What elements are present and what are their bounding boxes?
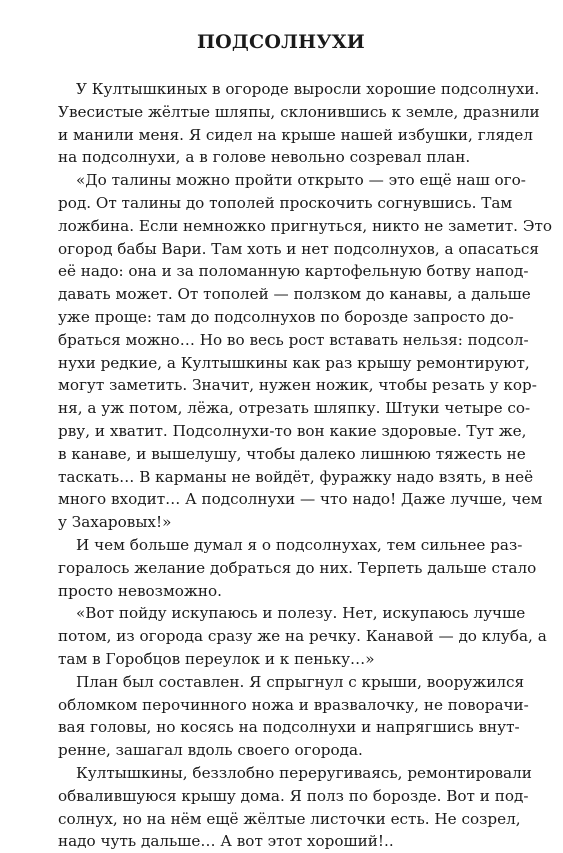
- text-line: уже проще: там до подсолнухов по борозде запросто до-: [58, 307, 514, 326]
- paragraph: [58, 602, 547, 670]
- paragraph: [58, 534, 537, 602]
- document-page: [58, 30, 553, 853]
- text-line: таскать… В карманы не войдёт, фуражку надо взять, в неё: [58, 467, 534, 486]
- text-line: План был составлен. Я спрыгнул с крыши, вооружился: [76, 672, 525, 691]
- text-line: Увесистые жёлтые шляпы, склонившись к земле, дразнили: [58, 102, 540, 121]
- text-line: рву, и хватит. Подсолнухи-то вон какие здоровые. Тут же,: [58, 421, 527, 440]
- text-line: много входит… А подсолнухи — что надо! Даже лучше, чем: [58, 490, 543, 509]
- text-line: браться можно… Но во весь рост вставать нельзя: подсол-: [58, 330, 529, 349]
- text-line: огород бабы Вари. Там хоть и нет подсолнухов, а опасаться: [58, 239, 539, 258]
- text-line: у Захаровых!»: [58, 513, 172, 532]
- paragraph: [58, 762, 532, 853]
- text-line: на подсолнухи, а в голове невольно созревал план.: [58, 148, 471, 167]
- text-line: её надо: она и за поломанную картофельную ботву напод-: [58, 262, 529, 281]
- text-line: обломком перочинного ножа и вразвалочку, не поворачи-: [58, 695, 529, 714]
- text-line: У Култышкиных в огороде выросли хорошие подсолнухи.: [76, 80, 540, 98]
- text-line: ня, а уж потом, лёжа, отрезать шляпку. Штуки четыре со-: [58, 399, 531, 418]
- paragraph: [58, 169, 553, 534]
- text-line: в канаве, и вышелушу, чтобы далеко лишнюю тяжесть не: [58, 444, 526, 463]
- text-line: обвалившуюся крышу дома. Я полз по борозде. Вот и под-: [58, 786, 529, 805]
- text-line: нухи редкие, а Култышкины как раз крышу ремонтируют,: [58, 353, 530, 372]
- text-line: «Вот пойду искупаюсь и полезу. Нет, искупаюсь лучше: [76, 604, 526, 623]
- text-line: просто невозможно.: [58, 581, 222, 600]
- text-line: солнух, но на нём ещё жёлтые листочки есть. Не созрел,: [58, 809, 521, 828]
- body-text: [58, 78, 553, 853]
- text-line: могут заметить. Значит, нужен ножик, чтобы резать у кор-: [58, 376, 537, 395]
- text-line: ренне, зашагал вдоль своего огорода.: [58, 741, 363, 760]
- paragraph: [58, 671, 529, 762]
- text-line: надо чуть дальше… А вот этот хороший!..: [58, 832, 394, 851]
- text-line: и манили меня. Я сидел на крыше нашей избушки, глядел: [58, 125, 533, 144]
- text-line: там в Горобцов переулок и к пеньку…»: [58, 649, 375, 668]
- text-line: ложбина. Если немножко пригнуться, никто не заметит. Это: [58, 216, 553, 235]
- page-title: ПОДСОЛНУХИ: [197, 31, 365, 53]
- text-line: Култышкины, беззлобно переругиваясь, ремонтировали: [76, 763, 532, 782]
- text-line: потом, из огорода сразу же на речку. Канавой — до клуба, а: [58, 627, 547, 646]
- text-line: род. От талины до тополей проскочить согнувшись. Там: [58, 193, 513, 212]
- text-line: «До талины можно пройти открыто — это ещё наш ого-: [76, 171, 526, 190]
- text-line: горалось желание добраться до них. Терпеть дальше стало: [58, 558, 537, 577]
- text-line: вая головы, но косясь на подсолнухи и напрягшись внут-: [58, 718, 520, 737]
- text-line: давать может. От тополей — ползком до канавы, а дальше: [58, 285, 531, 304]
- text-line: И чем больше думал я о подсолнухах, тем сильнее раз-: [76, 535, 523, 554]
- paragraph: [58, 78, 540, 169]
